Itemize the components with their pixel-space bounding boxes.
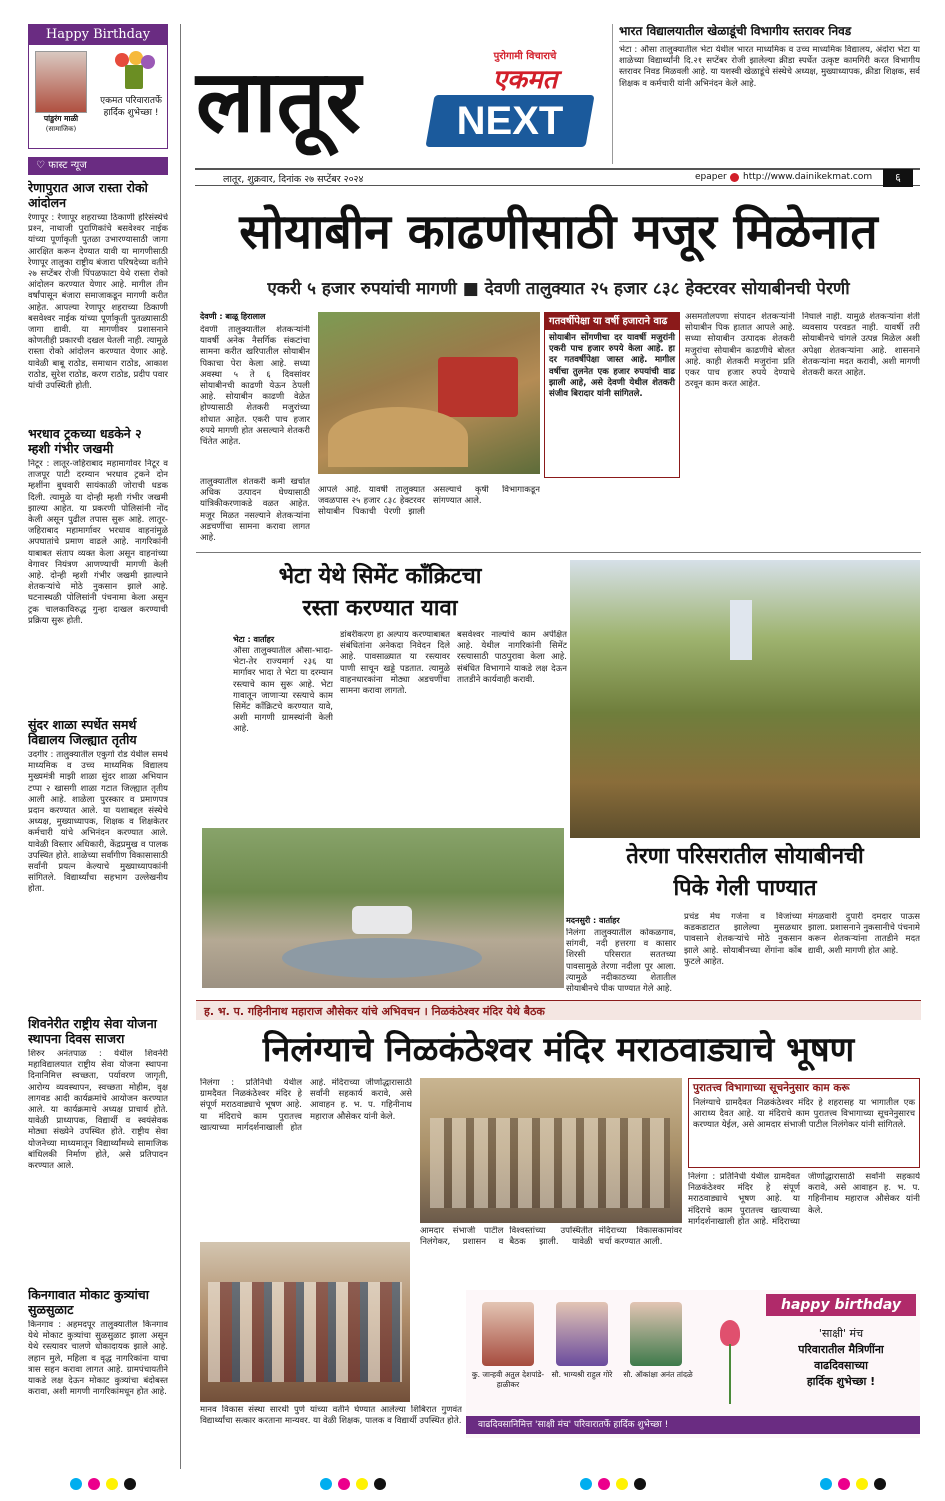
sakshi-wish-tag: 'साक्षी' मंच xyxy=(818,1327,864,1340)
brand-tagline: पुरोगामी विचाराचे xyxy=(493,51,557,62)
lead-headline: सोयाबीन काढणीसाठी मजूर मिळेनात xyxy=(239,204,878,260)
sakshi-box xyxy=(466,1290,920,1438)
fast-news-body: निटूर : लातूर-जहिराबाद महामार्गावर निटूर व ताजपूर पाटी दरम्यान भरधाव ट्रकने दोन म्हशींना बुधवारी सायंकाळी जोराची धडक दिली. त्यामुळे या दोन्ही म्हशी गंभीर जखमी झाल्या आहेत. या प्रकरणी पोलिसांनी नोंद केली असून पुढील तपास सुरू आहे. लातूर-जहिराबाद महामार्गावर भरधाव वाहनांमुळे अपघातांचे प्रमाण वाढले आहे. नागरिकांनी याबाबत संताप व्यक्त केला असून वाहनांच्या वेगावर नियंत्रण आणण्याची मागणी केली आहे. दोन्ही म्हशी गंभीर जखमी झाल्याने शेतकऱ्यांचे मोठे नुकसान झाले आहे. घटनास्थळी पोलिसांनी पंचनामा केला असून ट्रक चालकाविरुद्ध गुन्हा दाखल करण्याची प्रक्रिया सुरू होती. xyxy=(28,459,168,626)
felicitation-photo xyxy=(200,1242,410,1402)
nilanga-box-title: पुरातत्त्व विभागाच्या सूचनेनुसार काम करू xyxy=(693,1082,850,1094)
lead-body-4: असमतोलपणा संपादन शेतकऱ्यांनी सोयाबीन पिक हातात आपले आहे. सध्या सोयाबीन उत्पादक शेतकरी मजुरांचा सोयाबीन काढणीचे बोलत आहे. काही शेतकरी मजुरांना प्रति एकर पाच हजार रुपये देण्याचे ठरवून काम करत आहेत. xyxy=(685,312,795,390)
fast-news-headline: सुंदर शाळा स्पर्धेत समर्थ विद्यालय जिल्ह्यात तृतीय xyxy=(28,717,137,747)
column-divider xyxy=(180,24,181,1469)
tractor-shape xyxy=(438,357,518,417)
photo-caption: मानव विकास संस्था सारथी पुणे यांच्या वतीने घेण्यात आलेल्या शिबिरात गुणवंत विद्यार्थ्यांचा सत्कार करताना मान्यवर. या वेळी शिक्षक, पालक व विद्यार्थी उपस्थित होते. xyxy=(200,1405,462,1427)
registration-marks xyxy=(60,1478,890,1492)
nilanga-body-1: निलंगा : प्रतिनिधी येथील ग्रामदैवत निळकंठेश्वर मंदिर हे संपूर्ण मराठवाड्याचे भूषण आहे. या मंदिराचे काम पुरातत्त्व खात्याच्या मार्गदर्शनाखाली होत आहे. मंदिराच्या जीर्णोद्धारासाठी सर्वांनी सहकार्य करावे, असे आवाहन ह. भ. प. गहिनीनाथ महाराज औसेकर यांनी केले. xyxy=(200,1078,412,1133)
lead-body-3: आपले आहे. यावर्षी तालुक्यात जवळपास २५ हजार ८३८ हेक्टरवर सोयाबीन पिकाची पेरणी झाली असल्याचे कृषी विभागाकडून सांगण्यात आले. xyxy=(318,485,540,518)
cement-body-2: डांबरीकरण हा अल्पाय करण्याबाबत संबंधितांना अनेकदा निवेदन दिले आहे. पावसाळ्यात या रस्त्यावर पाणी साचून खड्डे पडतात. त्यामुळे वाहनधारकांना मोठ्या अडचणींचा सामना करावा लागतो. xyxy=(340,630,450,697)
cement-body-3: बसवेश्वर नाल्यांचे काम अपेक्षित आहे. येथील नागरिकांनी सिमेंट रस्त्यासाठी पाठपुरावा केला आहे. संबंधित विभागाने याकडे लक्ष देऊन तातडीने कार्यवाही करावी. xyxy=(457,630,567,685)
birthday-photo xyxy=(35,51,87,113)
cement-headline-1: भेटा येथे सिमेंट काँक्रिटचा xyxy=(278,564,482,589)
sakshi-wish-line: वाढदिवसाच्या xyxy=(814,1359,868,1372)
birthday-person-role: (सामाजिक) xyxy=(45,125,77,133)
fast-news-headline: किनगावात मोकाट कुत्र्यांचा सुळसुळाट xyxy=(28,1287,149,1317)
dateline-bar xyxy=(195,168,920,186)
nilanga-body-2: आमदार संभाजी पाटील निलंगेकर, प्रशासन व विश्वस्तांच्या उपस्थितीत बैठक झाली. यावेळी मंदिराच्या विकासकामांवर चर्चा करण्यात आली. xyxy=(420,1226,682,1248)
person-name: कु. जान्हवी अतुल देशपांडे-हाळीकर xyxy=(471,1370,545,1389)
sakshi-wish-line: हार्दिक शुभेच्छा ! xyxy=(806,1375,876,1388)
crowd-shape xyxy=(430,1118,670,1208)
flooded-field-photo xyxy=(570,560,920,838)
divider xyxy=(196,552,921,553)
sakshi-ticker: वाढदिवसानिमित्त 'साक्षी मंच' परिवारातर्फे हार्दिक शुभेच्छा ! xyxy=(466,1416,920,1434)
next-logo-text: NEXT xyxy=(456,99,564,143)
avatar xyxy=(556,1302,608,1366)
fast-news-body: रेणापूर : रेणापूर शहराच्या ठिकाणी हरिसंस्थेचे प्रश्‍न, नाथाजी पुराणिकांचे बसवेश्वर नाईक यांच्या पूर्णाकृती पुतळा उभारण्यासाठी जागा आरक्षित करून देण्यात यावी या मागणीसाठी रेणापूर तालुका राष्ट्रीय बंजारा परिषदेच्या वतीने २७ सप्टेंबर रोजी पिंपळफाटा येथे रास्ता रोको आंदोलन करण्यात येणार आहे. मागील तीन वर्षांपासून बंजारा समाजाकडून मागणी करीत आहेत. आपल्या रेणापूर शहराच्या ठिकाणी बसवेश्वर नाईक यांच्या पूर्णाकृती पुतळ्यासाठी जागा द्यावी. या मागणीवर प्रशासनाने कोणतीही प्रकारची दखल घेतली नाही. त्यामुळे रास्ता रोको आंदोलन करण्यात येणार आहे. यावेळी बाबू राठोड, समाधान राठोड, आकाश राठोड, सुरेश राठोड, करण राठोड, प्रदीप पवार यांची उपस्थिती होती. xyxy=(28,213,168,392)
flower-bouquet xyxy=(113,51,157,91)
road-photo xyxy=(202,828,564,988)
next-logo xyxy=(425,95,594,147)
meeting-photo xyxy=(420,1078,682,1223)
avatar xyxy=(482,1302,534,1366)
fast-news-body: उदगीर : तालुक्यातील एकुर्गा रोड येथील समर्थ माध्यमिक व उच्च माध्यमिक विद्यालय मुख्यमंत्री माझी शाळा सुंदर शाळा अभियान टप्पा २ खासगी शाळा गटात जिल्ह्यात तृतीय आली आहे. शाळेला पुरस्कार व प्रमाणपत्र प्रदान करण्यात आले. या यशाबद्दल संस्थेचे अध्यक्ष, मुख्याध्यापक, शिक्षक व शिक्षकेतर कर्मचारी यांचे अभिनंदन करण्यात आले. यावेळी विस्तार अधिकारी, केंद्रप्रमुख व पालक उपस्थित होते. शाळेच्या सर्वांगीण विकासासाठी सर्वांनी प्रयत्न केल्याचे मुख्याध्यापकांनी सांगितले. विद्यार्थ्यांचा सहभाग उल्लेखनीय होता. xyxy=(28,750,168,895)
heart-icon: ♡ xyxy=(36,160,49,171)
terna-body-1: निलंगा तालुक्यातील कोकळगाव, सांगवी, नदी हत्तरगा व कासार शिरसी परिसरात सततच्या पावसामुळे तेरणा नदीला पूर आला. त्यामुळे नदीकाठच्या शेतातील सोयाबीनचे पीक पाण्यात गेले आहे. xyxy=(566,928,676,994)
lead-body-1: देवणी तालुक्यातील शेतकऱ्यांनी यावर्षी अनेक नैसर्गिक संकटांचा सामना करीत खरिपातील सोयाबीन पिकाचा पेरा केला आहे. सध्या अवस्था ५ ते ६ दिवसांवर सोयाबीनची काढणी येऊन ठेपली आहे. सोयाबीन काढणी वेळेत होण्यासाठी शेतकरी मजुरांच्या शोधात आहेत. एकरी पाच हजार रुपये मागणी होत असल्याने शेतकरी चिंतेत आहेत. xyxy=(200,325,310,448)
lead-box-body: सोयाबीन सोंगणीचा दर यावर्षी मजुरांनी एकरी पाच हजार रुपये केला आहे. हा दर गतवर्षीपेक्षा जास्त आहे. मागील वर्षीचा तुलनेत एक हजार रुपयांची वाढ झाली आहे, असे देवणी येथील शेतकरी संजीव बिरादार यांनी सांगितले. xyxy=(549,333,675,400)
terna-byline: मदनसुरी : वार्ताहर xyxy=(566,916,620,925)
avatar xyxy=(630,1302,682,1366)
lead-byline: देवणी : बाळू हिरालाल xyxy=(200,312,266,321)
birthday-header: Happy Birthday xyxy=(29,25,167,45)
lead-subheadline: एकरी ५ हजार रुपयांची मागणी ■ देवणी तालुक्यात २५ हजार ८३८ हेक्टरवर सोयाबीनची पेरणी xyxy=(267,279,850,299)
person-name: सौ. ऑकांक्षा अनंत तांदळे xyxy=(623,1370,693,1379)
terna-headline-2: पिके गेली पाण्यात xyxy=(673,876,817,901)
fast-news-headline: रेणापुरात आज रास्ता रोको आंदोलन xyxy=(28,180,148,210)
top-right-headline: भारत विद्यालयातील खेळाडूंची विभागीय स्तरावर निवड xyxy=(619,24,920,42)
sakshi-wish-line: परिवारातील मैत्रिणींना xyxy=(798,1343,884,1356)
sakshi-header: happy birthday xyxy=(766,1294,916,1316)
birthday-box xyxy=(28,24,168,149)
lead-sidebar-box xyxy=(544,312,680,478)
terna-headline-1: तेरणा परिसरातील सोयाबीनची xyxy=(626,844,864,869)
fast-news-headline: भरधाव ट्रकच्या धडकेने २ म्हशी गंभीर जखमी xyxy=(28,426,142,456)
puddle-shape xyxy=(282,938,482,978)
fast-news-item xyxy=(28,180,168,418)
fast-news-item xyxy=(28,717,168,1008)
people-shape xyxy=(208,1282,402,1382)
car-shape xyxy=(352,906,412,934)
nilanga-sidebar-box xyxy=(688,1078,920,1168)
cement-body-1: औसा तालुक्यातील औसा-भादा-भेटा-तेर राज्यमार्ग २३६ या मार्गावर भादा ते भेटा या दरम्यान रस्त्याचे काम सुरू आहे. भेटा गावातून जाणाऱ्या रस्त्याचे काम सिमेंट काँक्रिटचे करण्यात यावे, अशी मागणी ग्रामस्थांनी केली आहे. xyxy=(233,646,333,735)
cement-byline: भेटा : वार्ताहर xyxy=(233,635,275,644)
masthead-title: लातूर xyxy=(196,52,361,152)
terna-body-2: प्रचंड मेघ गर्जना व विजांच्या कडकडाटात झालेल्या मुसळधार पावसाने शेतकऱ्यांचे मोठे नुकसान झाले आहे. सोयाबीनच्या शेंगांना कोंब फुटले आहेत. xyxy=(684,912,802,967)
lead-box-title: गतवर्षीपेक्षा या वर्षी हजाराने वाढ xyxy=(545,313,679,330)
epaper-label: epaper xyxy=(695,172,727,182)
dateline: लातूर, शुक्रवार, दिनांक २७ सप्टेंबर २०२४ xyxy=(223,174,364,185)
tulip-decoration xyxy=(710,1320,750,1410)
website-link[interactable]: http://www.dainikekmat.com xyxy=(743,172,873,182)
fast-news-item xyxy=(28,1287,168,1470)
terna-body-3: मंगळवारी दुपारी दमदार पाऊस झाला. प्रशासनाने नुकसानीचे पंचनामे करून शेतकऱ्यांना तातडीने मदत द्यावी, अशी मागणी होत आहे. xyxy=(808,912,920,956)
farmer-shape xyxy=(730,600,752,660)
top-right-story xyxy=(612,24,920,164)
lead-body-5: निघाले नाही. यामुळे शेतकऱ्यांना शेती व्यवसाय परवडत नाही. यावर्षी तरी सोयाबीनचे चांगले उत्पन्न मिळेल अशी अपेक्षा शेतकऱ्यांना आहे. शासनाने शेतकऱ्यांना मदत करावी, अशी मागणी शेतकरी करत आहेत. xyxy=(802,312,920,379)
nilanga-body-3: निलंगा : प्रतिनिधी येथील ग्रामदैवत निळकंठेश्वर मंदिर हे संपूर्ण मराठवाड्याचे भूषण आहे. या मंदिराचे काम पुरातत्त्व खात्याच्या मार्गदर्शनाखाली होत आहे. मंदिराच्या जीर्णोद्धारासाठी सर्वांनी सहकार्य करावे, असे आवाहन ह. भ. प. गहिनीनाथ महाराज औसेकर यांनी केले. xyxy=(688,1172,920,1227)
page-number: ६ xyxy=(883,169,913,187)
nilanga-headline: निलंग्याचे निळकंठेश्वर मंदिर मराठवाड्याचे भूषण xyxy=(262,1030,855,1070)
nilanga-strip-text: ह. भ. प. गहिनीनाथ महाराज औसेकर यांचे अभिवचन । निळकंठेश्वर मंदिर येथे बैठक xyxy=(204,1005,545,1018)
fast-news-body: शिरुर अनंतपाळ : येथील शिवनेरी महाविद्यालयात राष्ट्रीय सेवा योजना स्थापना दिनानिमित्त स्वच्छता, पर्यावरण जागृती, आरोग्य व्यवस्थापन, स्वच्छता मोहीम, वृक्ष लागवड आदी कार्यक्रमांचे आयोजन करण्यात आले. या कार्यक्रमाचे अध्यक्ष प्राचार्य होते. यावेळी प्राध्यापक, विद्यार्थी व स्वयंसेवक मोठ्या संख्येने उपस्थित होते. राष्ट्रीय सेवा योजनेच्या माध्यमातून विद्यार्थ्यांमध्ये सामाजिक बांधिलकी निर्माण होते, असे प्रतिपादन करण्यात आले. xyxy=(28,1049,168,1172)
fast-news-label: ♡ फास्ट न्यूज xyxy=(28,157,168,175)
birthday-person-name: पांडुरंग माळी xyxy=(43,114,79,123)
fast-news-body: किनगाव : अहमदपूर तालुक्यातील किनगाव येथे मोकाट कुत्र्यांचा सुळसुळाट झाला असून येथे रस्त्यावर चालणे धोकादायक झाले आहे. लहान मुले, महिला व वृद्ध नागरिकांना याचा त्रास सहन करावा लागत आहे. ग्रामपंचायतीने याकडे लक्ष देऊन मोकाट कुत्र्यांचा बंदोबस्त करावा, अशी मागणी नागरिकांमधून होत आहे. xyxy=(28,1320,168,1398)
nilanga-box-body: निलंग्याचे ग्रामदैवत निळकंठेश्वर मंदिर हे शहरासह या भागातील एक आराध्य दैवत आहे. या मंदिराचे काम पुरातत्त्व विभागाच्या सूचनेनुसारच करण्यात येईल, असे आमदार संभाजी पाटील निलंगेकर यांनी सांगितले. xyxy=(693,1098,915,1131)
top-right-body: भेटा : औसा तालुक्यातील भेटा येथील भारत माध्यमिक व उच्च माध्यमिक विद्यालय, अंदोरा भेटा या शाळेच्या विद्यार्थ्यांनी दि.२१ सप्टेंबर रोजी झालेल्या क्रीडा स्पर्धेत उत्कृष्ट कामगिरी करत विभागीय स्तरावर निवड मिळवली आहे. या यशस्वी खेळाडूंचे संस्थेचे अध्यक्ष, मुख्याध्यापक, क्रीडा शिक्षक, सर्व शिक्षक व कर्मचारी यांनी अभिनंदन केले आहे. xyxy=(619,45,920,89)
fast-news-column xyxy=(28,180,168,1470)
birthday-wish: एकमत परिवारातर्फे हार्दिक शुभेच्छा ! xyxy=(100,96,162,118)
lead-body-2: तालुक्यातील शेतकरी कमी खर्चात अधिक उत्पादन घेण्यासाठी यांत्रिकीकरणाकडे वळत आहेत. मजूर मिळत नसल्याने शेतकऱ्यांना अडचणींचा सामना करावा लागत आहे. xyxy=(200,477,310,544)
crop-pile xyxy=(328,407,468,467)
fast-news-headline: शिवनेरीत राष्ट्रीय सेवा योजना स्थापना दिवस साजरा xyxy=(28,1016,157,1046)
globe-icon xyxy=(730,173,739,182)
fast-news-item xyxy=(28,1016,168,1279)
harvest-photo xyxy=(318,312,540,474)
nilanga-strip xyxy=(196,1000,921,1020)
person-name: सौ. भाग्यश्री राहुल गोरे xyxy=(551,1370,613,1379)
fast-news-item xyxy=(28,426,168,709)
brand-name: एकमत xyxy=(492,65,558,95)
cement-headline-2: रस्ता करण्यात यावा xyxy=(302,596,458,621)
